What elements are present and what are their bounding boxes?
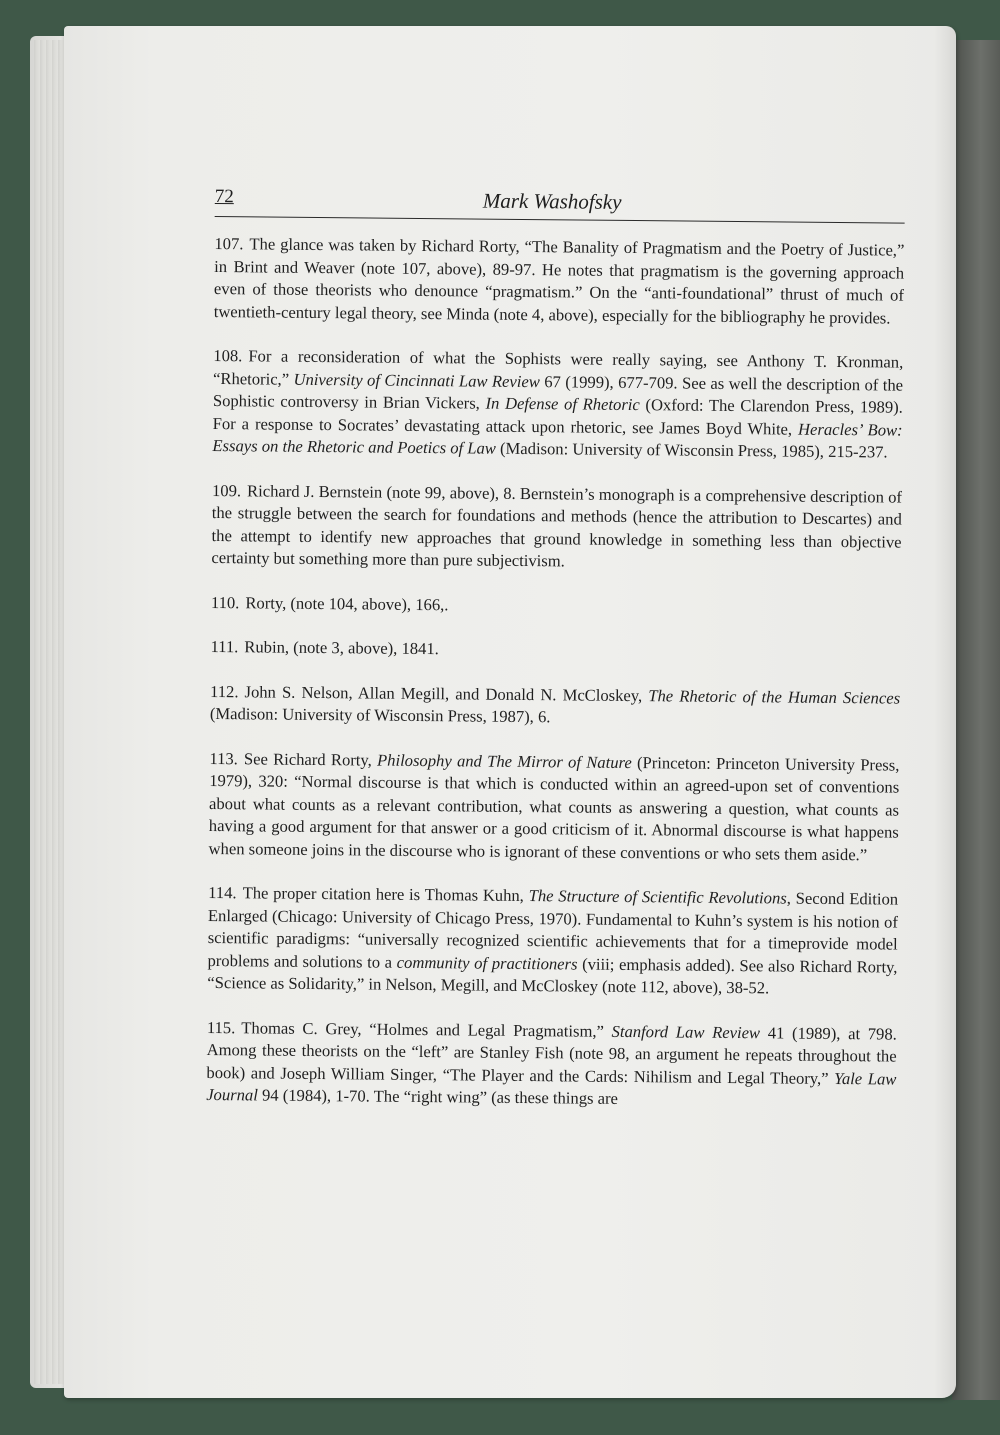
endnote-108 [212,345,903,464]
endnote-114 [207,882,898,1001]
endnote-112 [210,680,900,732]
endnotes [206,233,904,1113]
note-text: 94 (1984), 1-70. The “right wing” (as these things are [257,1085,619,1108]
note-text: John S. Nelson, Allan Megill, and Donald N. McCloskey, [244,681,649,705]
endnote-110 [211,591,901,620]
note-citation-title: The Structure of Scientific Revolutions [528,886,787,908]
note-text: (Madison: University of Wisconsin Press, 1985), 215-237. [495,438,888,462]
note-text: (Princeton: Princeton University Press, 1979), 320: “Normal discourse is that which is conducted within an agreed-upon set of conventions about what counts as a relevant contribution, what counts as answering a question, what counts as having a good argument for that answer or a good criticism of it. Abnormal discourse is what happens when someone joins in the discourse who is ignorant of these conventions or who sets them aside.” [208,752,900,864]
endnote-111 [210,636,900,665]
note-text: Thomas C. Grey, “Holmes and Legal Pragmatism,” [241,1017,612,1041]
note-citation-title: University of Cincinnati Law Review [293,369,540,391]
note-text: For a reconsideration of what the Sophists were really saying, see Anthony T. Kronman, “Rhetoric,” [213,346,904,389]
note-text: See Richard Rorty, [243,748,378,770]
endnote-107 [214,233,905,330]
note-citation-title: In Defense of Rhetoric [485,393,640,415]
endnote-109 [211,479,902,576]
note-text: The glance was taken by Richard Rorty, “The Banality of Pragmatism and the Poetry of Justice,” in Brint and Weaver (note 107, above), 89-97. He notes that pragmatism is the governing approach even of those theorists who denounce “pragmatism.” On the “anti-foundational” thrust of much of twentieth-century legal theory, see Minda (note 4, above), especially for the bibliography he provides. [213,234,905,327]
note-number: 108. [213,345,243,366]
note-citation-title: Yale Law Journal [206,1068,897,1105]
note-text: Rorty, (note 104, above), 166,. [245,592,449,614]
note-text: Richard J. Bernstein (note 99, above), 8. Bernstein’s monograph is a comprehensive description of the struggle between the search for foundations and methods (hence the attribution to Descartes) and the attempt to identify new approaches that ground knowledge in something less than objective certainty but something more than pure subjectivism. [211,480,903,571]
note-number: 107. [214,233,244,254]
note-text: 41 (1989), at 798. Among these theorists on the “left” are Stanley Fish (note 98, an argument he repeats throughout the book) and Joseph William Singer, “The Player and the Cards: Nihilism and Legal Theory,” [206,1022,897,1088]
note-text: (viii; emphasis added). See also Richard Rorty, “Science as Solidarity,” in Nelson, Megill, and McCloskey (note 112, above), 38-52. [207,954,898,998]
note-emphasis: community of practitioners [396,952,578,974]
note-citation-title: Philosophy and The Mirror of Nature [376,750,632,772]
note-number: 110. [210,592,240,612]
note-number: 112. [210,681,239,701]
note-text: (Madison: University of Wisconsin Press, 1987), 6. [209,703,551,727]
note-number: 111. [210,636,239,657]
note-citation-title: The Rhetoric of the Human Sciences [648,685,901,708]
note-citation-title: Heracles’ Bow: Essays on the Rhetoric and Poetics of Law [212,419,903,458]
page-fold-shadow [934,26,956,1398]
endnote-113 [208,747,899,866]
endnote-115 [206,1016,897,1113]
note-text: The proper citation here is Thomas Kuhn, [242,883,529,906]
page-text-block [206,182,905,1135]
note-text: (Oxford: The Clarendon Press, 1989). For a response to Socrates’ devastating attack upon rhetoric, see James Boyd White, [212,395,903,439]
page-number: 72 [214,185,234,208]
note-citation-title: Stanford Law Review [611,1021,761,1042]
note-text: Rubin, (note 3, above), 1841. [244,637,439,659]
note-number: 113. [209,748,238,768]
running-head-author: Mark Washofsky [482,188,622,214]
note-text: 67 (1999), 677-709. See as well the description of the Sophistic controversy in Brian Vickers, [212,371,904,413]
note-text: , Second Edition Enlarged (Chicago: University of Chicago Press, 1970). Fundamental to Kuhn’s system is his notion of scientific paradigms: “universally recognized scientific achievements that for a timeprovide model problems and solutions to a [207,888,899,972]
note-number: 114. [208,882,237,903]
running-head [215,182,905,224]
background-book-edge [952,40,1000,1400]
note-number: 109. [211,480,242,500]
note-number: 115. [206,1017,236,1037]
